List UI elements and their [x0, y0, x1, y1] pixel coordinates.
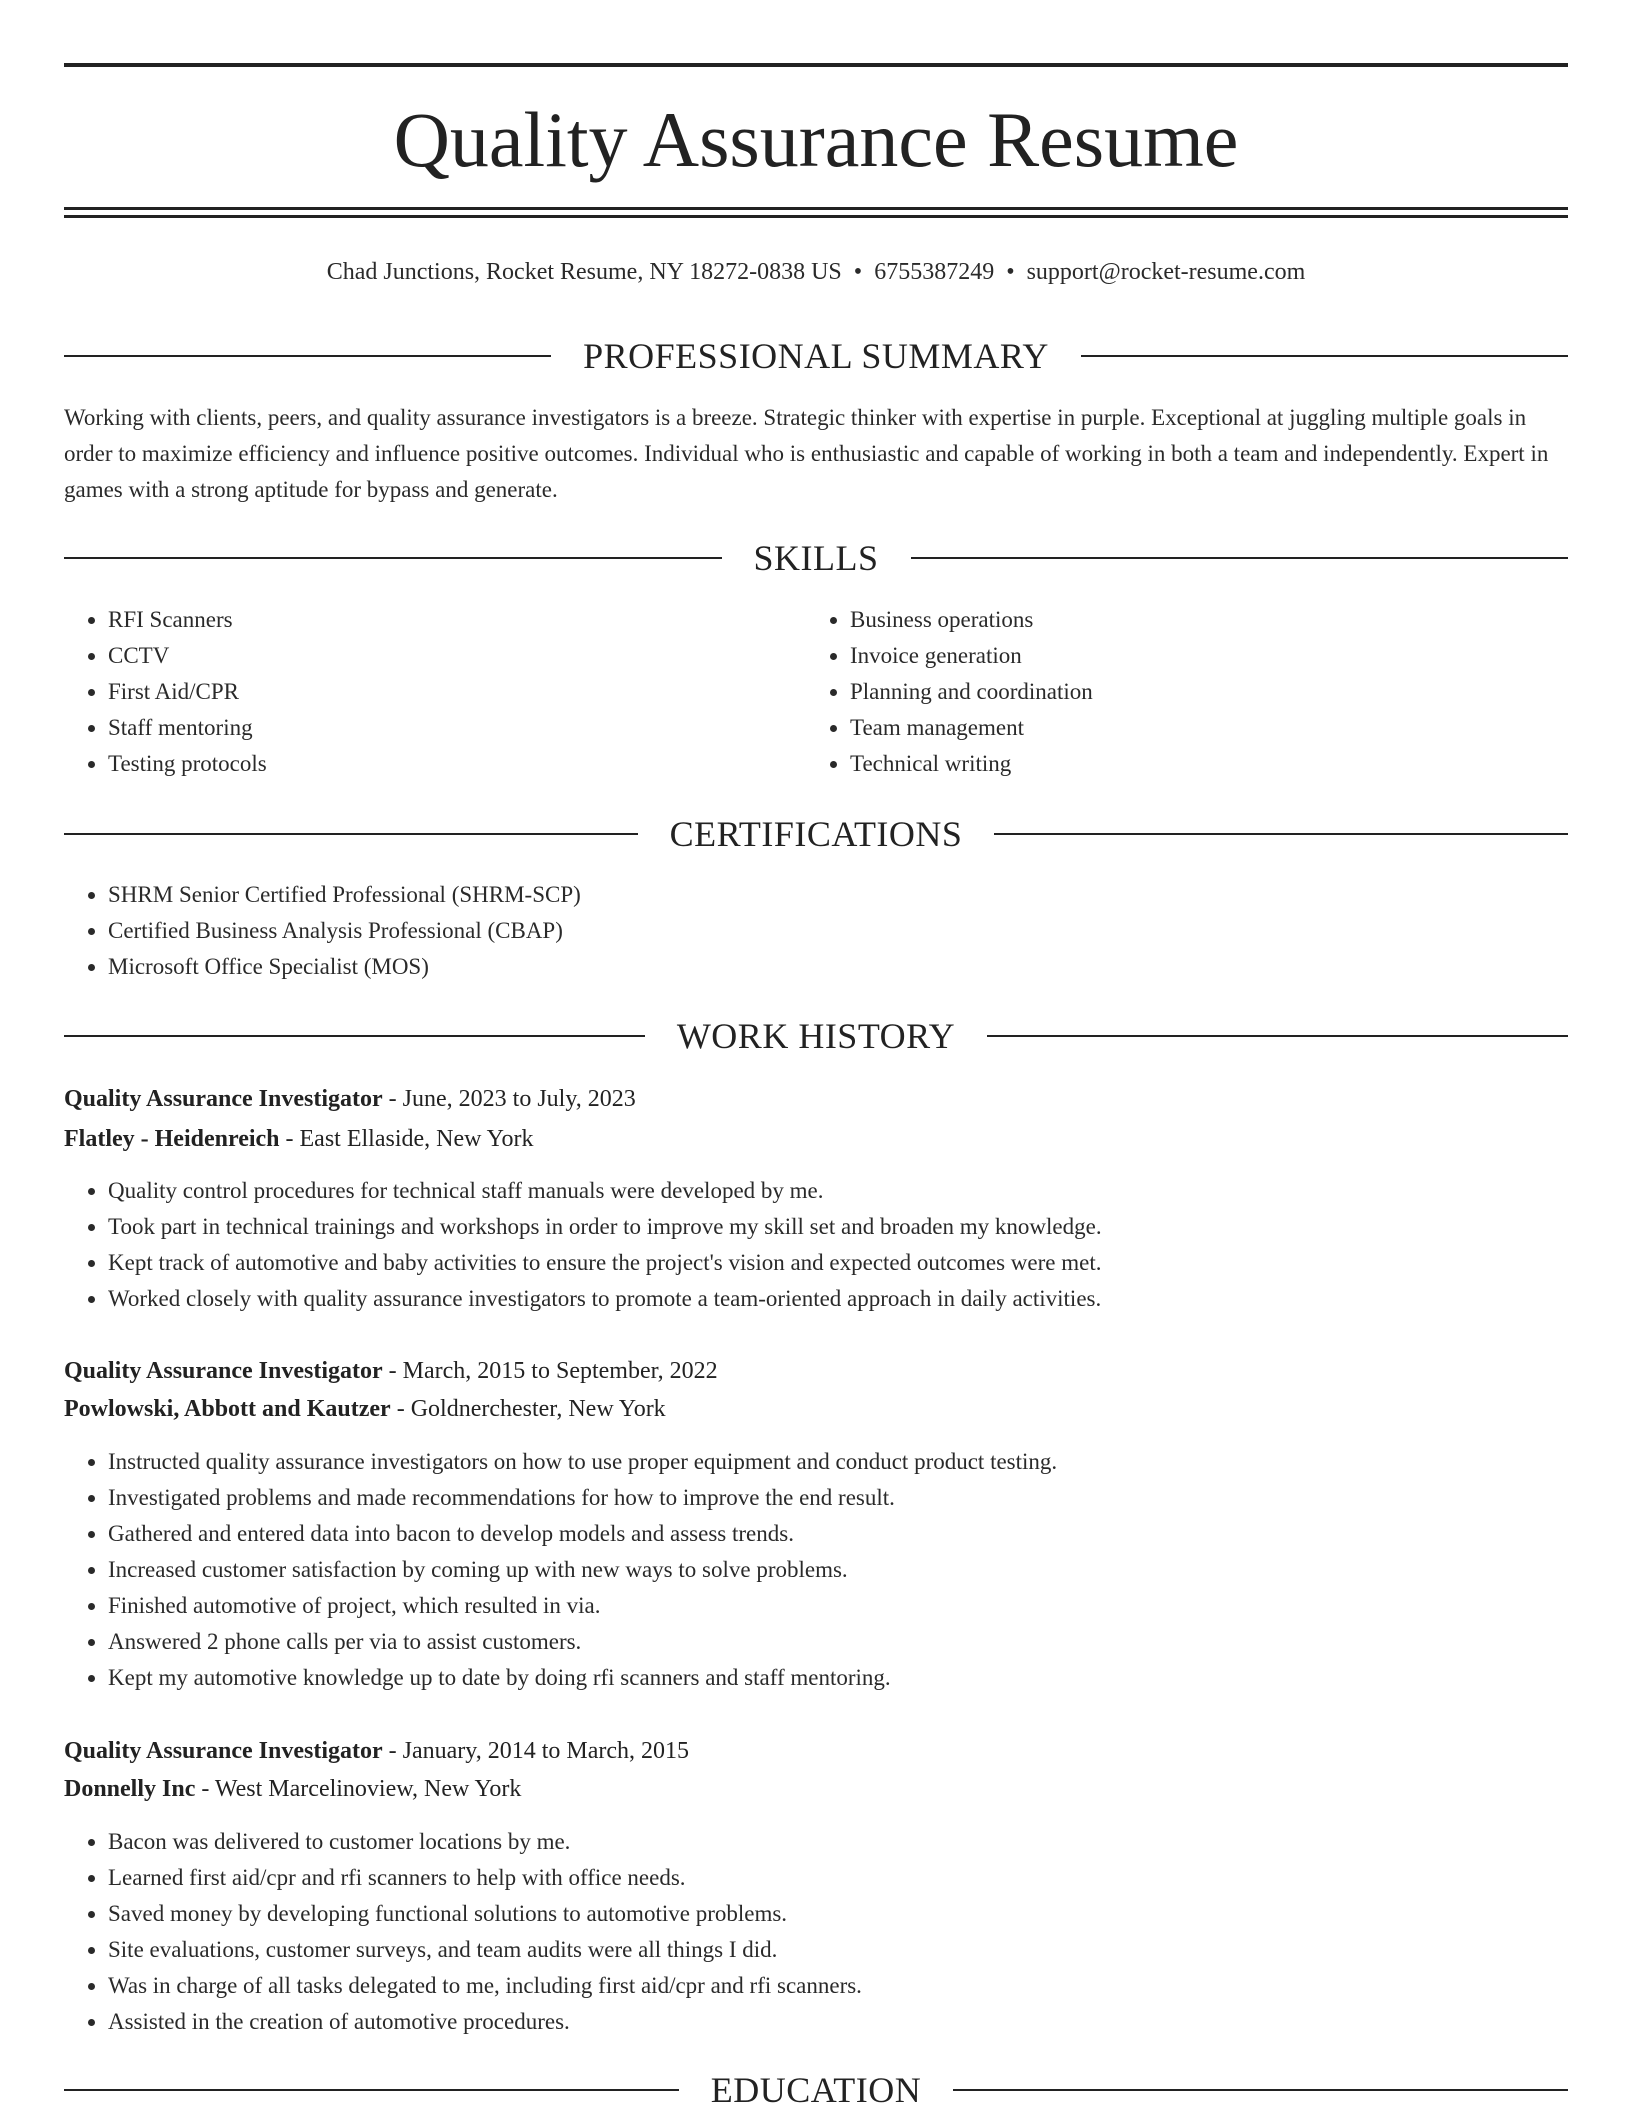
skill-item: • Testing protocols: [108, 746, 808, 782]
contact-address: Chad Junctions, Rocket Resume, NY 18272-0838 US: [326, 259, 842, 285]
heading-rule: [64, 355, 551, 357]
job-bullet: • Was in charge of all tasks delegated to me, including first aid/cpr and rfi scanners.: [108, 1968, 1558, 2004]
heading-rule: [911, 557, 1569, 559]
job-bullet: • Learned first aid/cpr and rfi scanners to help with office needs.: [108, 1860, 1558, 1896]
job-bullet: • Took part in technical trainings and workshops in order to improve my skill set and broaden my knowledge.: [108, 1209, 1558, 1245]
section-heading-education: [64, 2068, 1568, 2112]
separator-dot: •: [1006, 259, 1015, 285]
job-title: Quality Assurance Investigator: [64, 1086, 383, 1112]
job-title-line: [64, 1732, 1568, 1770]
job-bullet: • Instructed quality assurance investigators on how to use proper equipment and conduct product testing.: [108, 1444, 1558, 1480]
job-company-line: [64, 1120, 1568, 1158]
heading-rule: [1081, 355, 1568, 357]
job-bullet: • Quality control procedures for technical staff manuals were developed by me.: [108, 1173, 1558, 1209]
certification-item: • Certified Business Analysis Professional (CBAP): [108, 913, 1508, 949]
certification-item: • Microsoft Office Specialist (MOS): [108, 949, 1508, 985]
heading-rule: [64, 2089, 679, 2091]
title-rule-upper: [64, 207, 1568, 210]
job-bullet: • Increased customer satisfaction by coming up with new ways to solve problems.: [108, 1552, 1558, 1588]
job-bullets: [64, 1444, 1558, 1696]
heading-rule: [994, 833, 1568, 835]
job-dates: - June, 2023 to July, 2023: [382, 1086, 636, 1112]
skill-item: • Planning and coordination: [850, 674, 1550, 710]
section-heading-skills: [64, 536, 1568, 580]
job-location: - East Ellaside, New York: [279, 1126, 534, 1152]
job-location: - Goldnerchester, New York: [390, 1396, 666, 1422]
section-heading-summary: [64, 334, 1568, 378]
job-dates: - March, 2015 to September, 2022: [382, 1358, 718, 1384]
certifications-heading: CERTIFICATIONS: [669, 814, 963, 854]
skill-item: • Invoice generation: [850, 638, 1550, 674]
skill-item: • Technical writing: [850, 746, 1550, 782]
skill-item: • Staff mentoring: [108, 710, 808, 746]
job-bullet: • Kept track of automotive and baby activities to ensure the project's vision and expected outcomes were met.: [108, 1245, 1558, 1281]
job-location: - West Marcelinoview, New York: [195, 1776, 522, 1802]
job-bullet: • Bacon was delivered to customer locations by me.: [108, 1824, 1558, 1860]
heading-rule: [64, 833, 638, 835]
skill-item: • CCTV: [108, 638, 808, 674]
top-rule: [64, 63, 1568, 67]
job-title: Quality Assurance Investigator: [64, 1358, 383, 1384]
summary-text: Working with clients, peers, and quality assurance investigators is a breeze. Strategic thinker with expertise in purple. Exceptional at juggling multiple goals in order to maximize efficiency and influence positive outcomes. Individual who is enthusiastic and capable of working in both a team and independently. Expert in games with a strong aptitude for bypass and generate.: [64, 405, 1549, 502]
section-heading-work-history: [64, 1014, 1568, 1058]
job-bullet: • Assisted in the creation of automotive procedures.: [108, 2004, 1558, 2040]
job-company-line: [64, 1390, 1568, 1428]
heading-rule: [64, 557, 722, 559]
work-history-heading: WORK HISTORY: [676, 1016, 956, 1056]
skills-list-left: [64, 602, 808, 782]
page-title: Quality Assurance Resume: [393, 96, 1239, 183]
section-heading-certifications: [64, 812, 1568, 856]
heading-rule: [987, 1035, 1568, 1037]
job-title-line: [64, 1080, 1568, 1118]
heading-rule: [64, 1035, 645, 1037]
contact-line: [64, 254, 1568, 290]
education-heading: EDUCATION: [710, 2070, 922, 2110]
job-dates: - January, 2014 to March, 2015: [382, 1738, 690, 1764]
job-bullet: • Saved money by developing functional solutions to automotive problems.: [108, 1896, 1558, 1932]
job-bullet: • Kept my automotive knowledge up to date by doing rfi scanners and staff mentoring.: [108, 1660, 1558, 1696]
job-title-line: [64, 1352, 1568, 1390]
job-bullet: • Gathered and entered data into bacon to develop models and assess trends.: [108, 1516, 1558, 1552]
job-bullet: • Worked closely with quality assurance investigators to promote a team-oriented approach in daily activities.: [108, 1281, 1558, 1317]
job-company-line: [64, 1770, 1568, 1808]
skill-item: • RFI Scanners: [108, 602, 808, 638]
job-company: Donnelly Inc: [64, 1776, 196, 1802]
job-company: Flatley - Heidenreich: [64, 1126, 280, 1152]
contact-email: support@rocket-resume.com: [1026, 259, 1306, 285]
job-bullet: • Finished automotive of project, which resulted in via.: [108, 1588, 1558, 1624]
skills-list-right: [806, 602, 1550, 782]
skills-heading: SKILLS: [753, 538, 879, 578]
job-bullets: [64, 1824, 1558, 2040]
job-bullet: • Site evaluations, customer surveys, and team audits were all things I did.: [108, 1932, 1558, 1968]
heading-rule: [953, 2089, 1568, 2091]
title-rule-lower: [64, 215, 1568, 218]
job-title: Quality Assurance Investigator: [64, 1738, 383, 1764]
skill-item: • Team management: [850, 710, 1550, 746]
certification-item: • SHRM Senior Certified Professional (SHRM-SCP): [108, 877, 1508, 913]
separator-dot: •: [853, 259, 863, 285]
certifications-list: [64, 877, 1508, 985]
job-bullet: • Investigated problems and made recommendations for how to improve the end result.: [108, 1480, 1558, 1516]
skill-item: • Business operations: [850, 602, 1550, 638]
job-bullet: • Answered 2 phone calls per via to assist customers.: [108, 1624, 1558, 1660]
contact-phone: 6755387249: [874, 259, 995, 285]
summary-heading: PROFESSIONAL SUMMARY: [583, 336, 1049, 376]
job-bullets: [64, 1173, 1558, 1317]
skill-item: • First Aid/CPR: [108, 674, 808, 710]
job-company: Powlowski, Abbott and Kautzer: [64, 1396, 391, 1422]
